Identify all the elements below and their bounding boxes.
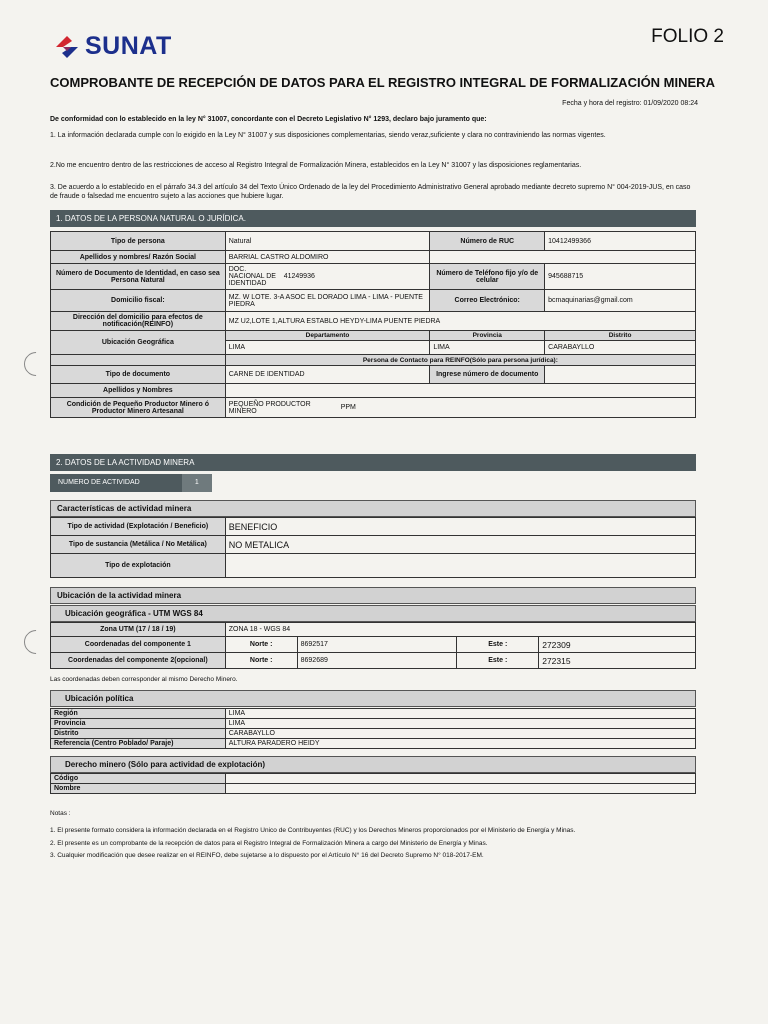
intro-text: De conformidad con lo establecido en la ley N° 31007, concordante con el Decreto Legislativo N° 1293, declaro bajo juramento que: [50,116,487,123]
label-distrito: Distrito [545,331,696,341]
value-tipo-persona: Natural [225,232,430,251]
label-este-2: Este : [457,653,539,669]
derecho-table [50,773,696,794]
registration-date: Fecha y hora del registro: 01/09/2020 08:24 [562,100,698,107]
label-distrito-pol: Distrito [51,729,226,739]
value-domicilio: MZ. W LOTE. 3-A ASOC EL DORADO LIMA - LIMA - PUENTE PIEDRA [225,290,430,312]
value-distrito-pol: CARABAYLLO [225,729,695,739]
value-apellidos-nombres [225,384,695,398]
ubicacion-utm-header: Ubicación geográfica - UTM WGS 84 [50,605,696,622]
label-tipo-persona: Tipo de persona [51,232,226,251]
doc-line-2 [229,273,427,280]
declaration-3: 3. De acuerdo a lo establecido en el párrafo 34.3 del artículo 34 del Texto Único Ordenado de la ley del Procedimiento Administrativo General aprobado mediante decreto supremo N° 004-2019-JUS, en caso de fraude o falsedad me encuentro sujeto a las acciones que hubiere lugar. [50,184,691,200]
label-nombre: Nombre [51,784,226,794]
logo-text: SUNAT [85,32,172,60]
value-email: bcmaquinarias@gmail.com [545,290,696,312]
declaration-1: 1. La información declarada cumple con lo exigido en la Ley N° 31007 y sus disposiciones complementarias, siendo veraz,suficiente y clara no contraviniendo las normas vigentes. [50,132,606,139]
person-data-table [50,231,696,418]
activity-number [50,474,212,492]
doc-number: 41249936 [283,273,315,280]
value-norte-1: 8692517 [297,637,457,653]
value-norte-2: 8692689 [297,653,457,669]
value-condicion [225,398,695,418]
label-referencia: Referencia (Centro Poblado/ Paraje) [51,739,226,749]
sunat-logo-icon [52,33,82,61]
value-este-2: 272315 [539,653,696,669]
folio-number: FOLIO 2 [651,26,724,47]
label-departamento: Departamento [225,331,430,341]
value-tipo-explotacion [225,554,695,578]
label-componente-2: Coordenadas del componente 2(opcional) [51,653,226,669]
value-direccion: MZ U2,LOTE 1,ALTURA ESTABLO HEYDY-LIMA PUENTE PIEDRA [225,312,695,331]
value-provincia: LIMA [430,341,545,355]
label-email: Correo Electrónico: [430,290,545,312]
sunat-logo [52,32,172,61]
ubicacion-politica-header: Ubicación política [50,690,696,707]
label-norte-1: Norte : [225,637,297,653]
label-direccion: Dirección del domicilio para efectos de notificación(REINFO) [51,312,226,331]
label-norte-2: Norte : [225,653,297,669]
label-tipo-explotacion: Tipo de explotación [51,554,226,578]
punch-hole-mark [19,347,53,381]
value-provincia-pol: LIMA [225,719,695,729]
declaration-2: 2.No me encuentro dentro de las restricciones de acceso al Registro Integral de Formalización Minera, establecidos en la Ley N° 31007 y las disposiciones reglamentarias. [50,162,582,169]
label-tipo-sustancia: Tipo de sustancia (Metálica / No Metálica) [51,536,226,554]
utm-table [50,622,696,669]
activity-table [50,517,696,578]
politica-table [50,708,696,749]
coord-note: Las coordenadas deben corresponder al mismo Derecho Minero. [50,676,238,683]
label-zona-utm: Zona UTM (17 / 18 / 19) [51,623,226,637]
value-distrito: CARABAYLLO [545,341,696,355]
value-documento [225,264,430,290]
label-ubicacion: Ubicación Geográfica [51,331,226,355]
label-provincia-pol: Provincia [51,719,226,729]
activity-number-label: NUMERO DE ACTIVIDAD [50,474,182,492]
label-contacto: Persona de Contacto para REINFO(Sólo para persona jurídica): [225,355,695,366]
label-este-1: Este : [457,637,539,653]
label-ruc: Número de RUC [430,232,545,251]
doc-line-3: IDENTIDAD [228,280,267,287]
section-2-header: 2. DATOS DE LA ACTIVIDAD MINERA [50,454,696,471]
note-2: 2. El presente es un comprobante de la recepción de datos para el Registro Integral de Formalización Minera a cargo del Ministerio de Energía y Minas. [50,840,488,847]
condicion-text: PEQUEÑO PRODUCTOR MINERO [228,400,311,415]
value-region: LIMA [225,709,695,719]
label-tipo-actividad: Tipo de actividad (Explotación / Beneficio) [51,518,226,536]
activity-number-value: 1 [182,474,212,492]
doc-type: NACIONAL DE [228,273,276,280]
value-zona-utm: ZONA 18 - WGS 84 [225,623,695,637]
label-tipo-documento: Tipo de documento [51,366,226,384]
value-apellidos: BARRIAL CASTRO ALDOMIRO [225,251,430,264]
label-numero-documento: Ingrese número de documento [430,366,545,384]
label-domicilio: Domicilio fiscal: [51,290,226,312]
notes-title: Notas : [50,810,71,817]
condicion-abbr: PPM [340,404,356,412]
label-telefono: Número de Teléfono fijo y/o de celular [430,264,545,290]
note-1: 1. El presente formato considera la información declarada en el Registro Unico de Contribuyentes (RUC) y los Derechos Mineros proporcionados por el Ministerio de Energía y Minas. [50,827,576,834]
value-ruc: 10412499366 [545,232,696,251]
label-componente-1: Coordenadas del componente 1 [51,637,226,653]
value-telefono: 945688715 [545,264,696,290]
section-1-header: 1. DATOS DE LA PERSONA NATURAL O JURÍDICA. [50,210,696,227]
label-apellidos: Apellidos y nombres/ Razón Social [51,251,226,264]
value-nombre [225,784,695,794]
derecho-minero-header: Derecho minero (Sólo para actividad de explotación) [50,756,696,773]
value-departamento: LIMA [225,341,430,355]
value-numero-documento [545,366,696,384]
punch-hole-mark [19,625,53,659]
label-apellidos-nombres: Apellidos y Nombres [51,384,226,398]
value-referencia: ALTURA PARADERO HEIDY [225,739,695,749]
label-condicion: Condición de Pequeño Productor Minero ó Productor Minero Artesanal [51,398,226,418]
value-tipo-documento: CARNE DE IDENTIDAD [225,366,430,384]
value-codigo [225,774,695,784]
label-region: Región [51,709,226,719]
ubicacion-actividad-header: Ubicación de la actividad minera [50,587,696,604]
value-tipo-sustancia: NO METALICA [225,536,695,554]
note-3: 3. Cualquier modificación que desee realizar en el REINFO, debe sujetarse a lo dispuesto por el Artículo N° 16 del Decreto Supremo N° 018-2017-EM. [50,852,484,859]
label-codigo: Código [51,774,226,784]
value-este-1: 272309 [539,637,696,653]
caracteristicas-header: Características de actividad minera [50,500,696,517]
value-tipo-actividad: BENEFICIO [225,518,695,536]
label-documento: Número de Documento de Identidad, en caso sea Persona Natural [51,264,226,290]
document-title: COMPROBANTE DE RECEPCIÓN DE DATOS PARA EL REGISTRO INTEGRAL DE FORMALIZACIÓN MINERA [50,75,715,90]
label-provincia: Provincia [430,331,545,341]
doc-line-1: DOC. [228,266,247,273]
